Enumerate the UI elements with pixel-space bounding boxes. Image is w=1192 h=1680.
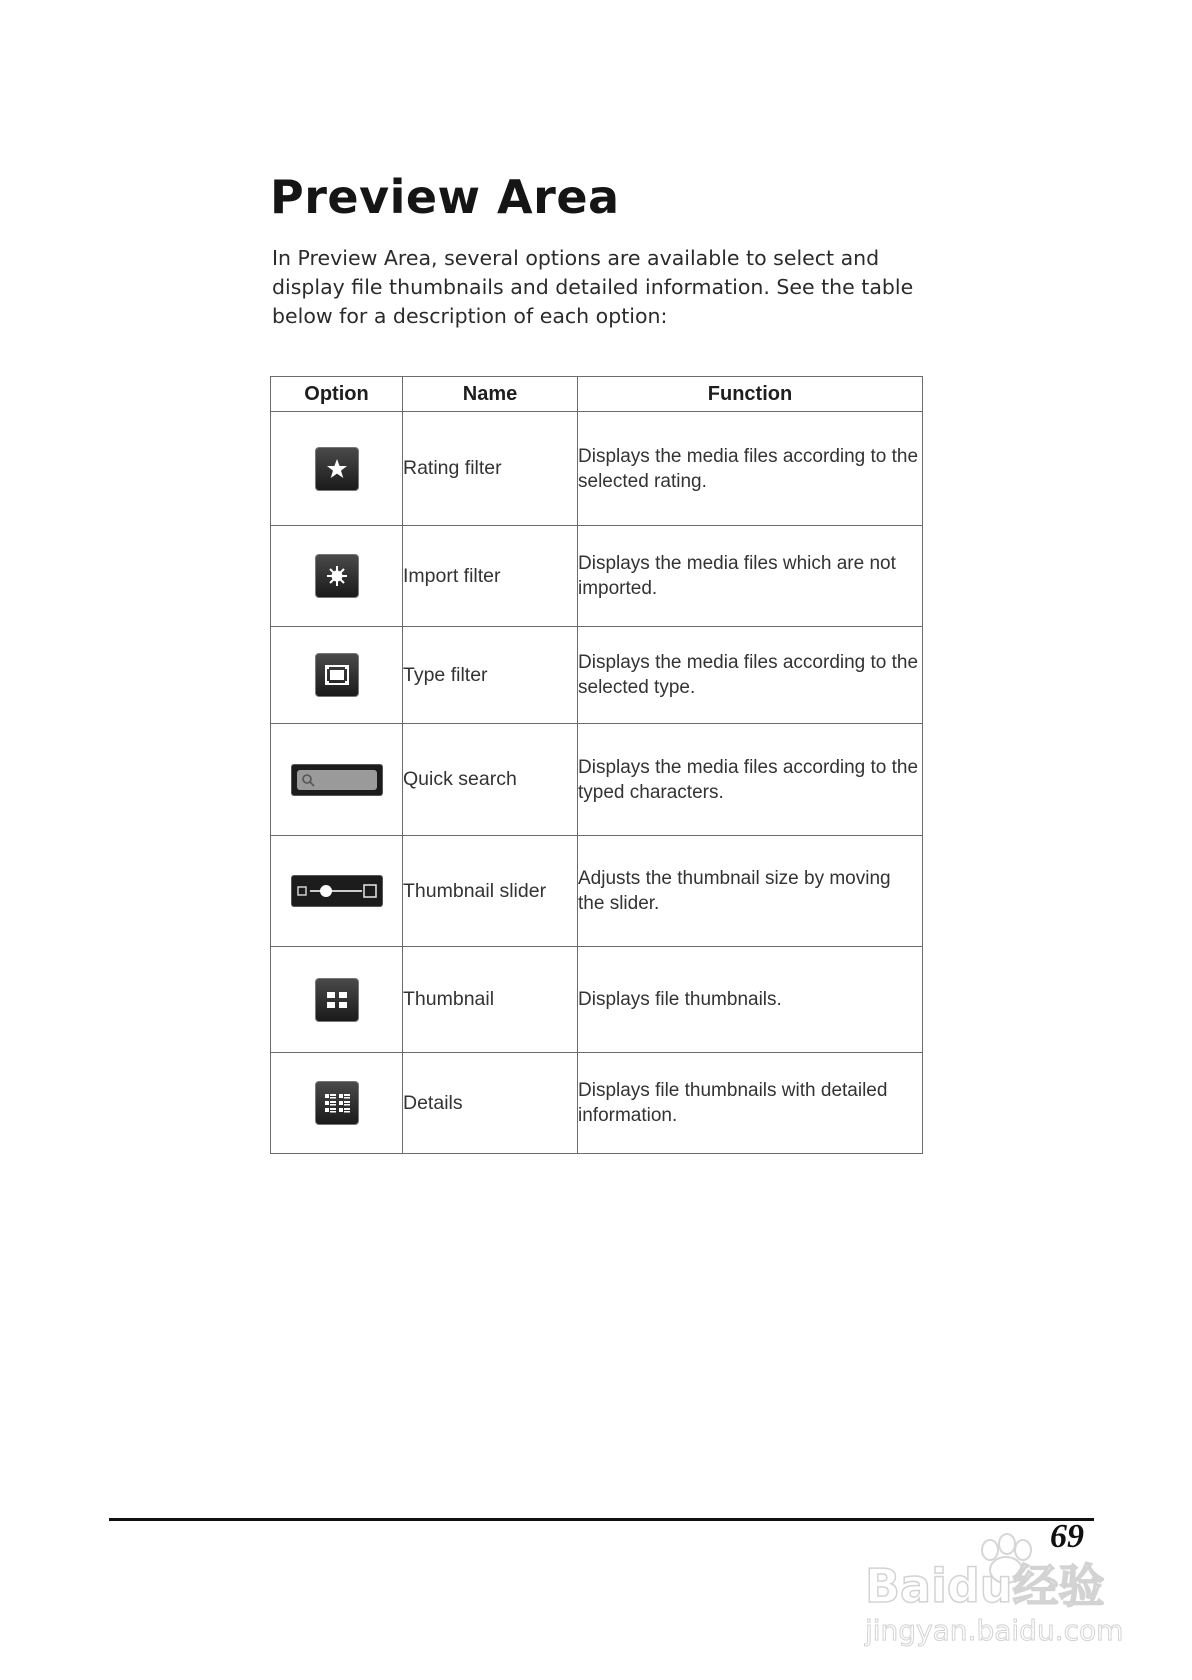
search-icon[interactable] bbox=[291, 764, 383, 796]
intro-paragraph: In Preview Area, several options are available to select and display file thumbnails and detailed information. See the table below for a description of each option: bbox=[272, 246, 914, 328]
row-function: Displays the media files according to the typed characters. bbox=[578, 724, 923, 836]
table-row bbox=[271, 412, 923, 526]
burst-icon[interactable] bbox=[315, 554, 359, 598]
star-icon[interactable] bbox=[315, 447, 359, 491]
row-function: Displays the media files according to the selected rating. bbox=[578, 412, 923, 526]
options-table bbox=[270, 376, 923, 1154]
row-name: Import filter bbox=[403, 526, 578, 627]
option-cell bbox=[271, 1053, 403, 1154]
option-cell bbox=[271, 947, 403, 1053]
row-name: Rating filter bbox=[403, 412, 578, 526]
row-function: Displays the media files according to the selected type. bbox=[578, 627, 923, 724]
row-name: Quick search bbox=[403, 724, 578, 836]
footer-rule bbox=[109, 1518, 1094, 1521]
film-icon[interactable] bbox=[315, 653, 359, 697]
watermark-brand: Baidu经验 bbox=[865, 1559, 1105, 1613]
table-row bbox=[271, 724, 923, 836]
row-function: Adjusts the thumbnail size by moving the slider. bbox=[578, 836, 923, 947]
page-number: 69 bbox=[1050, 1518, 1084, 1555]
table-row bbox=[271, 526, 923, 627]
table-row bbox=[271, 836, 923, 947]
table-row bbox=[271, 627, 923, 724]
watermark-url: jingyan.baidu.com bbox=[865, 1614, 1124, 1647]
details-icon[interactable] bbox=[315, 1081, 359, 1125]
option-cell bbox=[271, 526, 403, 627]
baidu-watermark bbox=[855, 1530, 1155, 1650]
table-row bbox=[271, 947, 923, 1053]
option-cell bbox=[271, 724, 403, 836]
row-name: Thumbnail slider bbox=[403, 836, 578, 947]
slider-icon[interactable] bbox=[291, 875, 383, 907]
option-cell bbox=[271, 412, 403, 526]
header-function: Function bbox=[578, 377, 923, 412]
option-cell bbox=[271, 836, 403, 947]
header-option: Option bbox=[271, 377, 403, 412]
row-name: Thumbnail bbox=[403, 947, 578, 1053]
row-function: Displays file thumbnails with detailed information. bbox=[578, 1053, 923, 1154]
table-header-row bbox=[271, 377, 923, 412]
row-name: Details bbox=[403, 1053, 578, 1154]
row-name: Type filter bbox=[403, 627, 578, 724]
row-function: Displays the media files which are not imported. bbox=[578, 526, 923, 627]
option-cell bbox=[271, 627, 403, 724]
page-title: Preview Area bbox=[270, 170, 620, 224]
grid-icon[interactable] bbox=[315, 978, 359, 1022]
header-name: Name bbox=[403, 377, 578, 412]
row-function: Displays file thumbnails. bbox=[578, 947, 923, 1053]
table-row bbox=[271, 1053, 923, 1154]
